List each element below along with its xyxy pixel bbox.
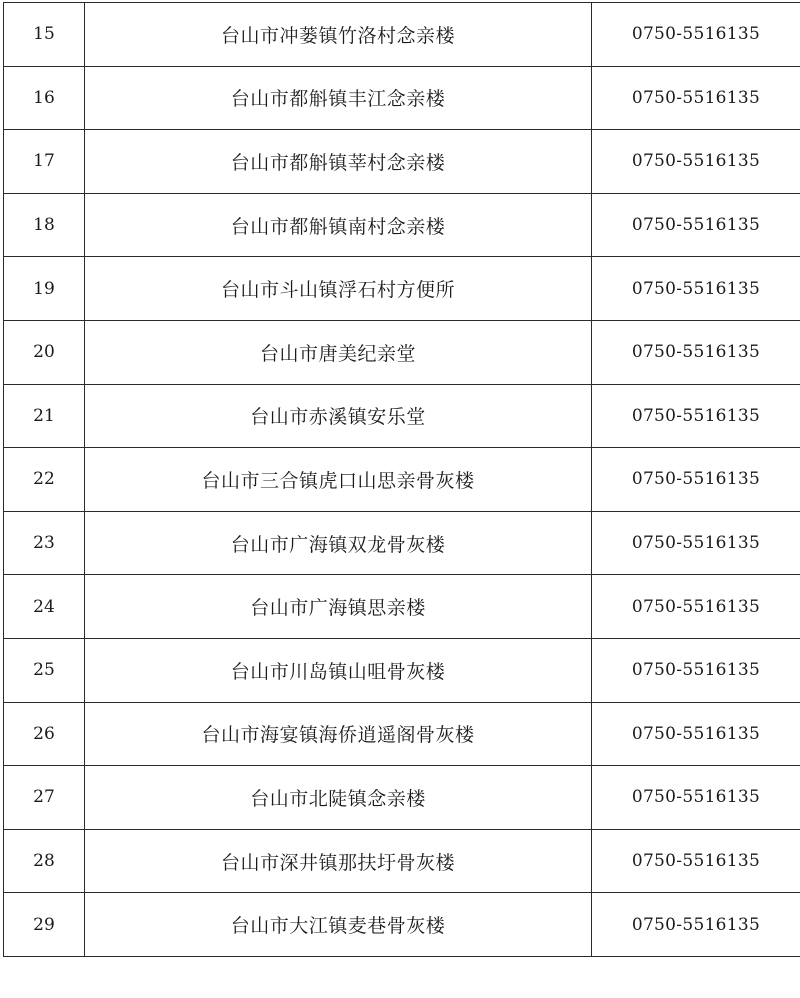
- facility-name-cell: 台山市川岛镇山咀骨灰楼: [85, 638, 592, 702]
- phone-number-cell: 0750-5516135: [592, 130, 800, 194]
- row-number-cell: 17: [4, 130, 85, 194]
- table-row: [4, 66, 800, 130]
- row-number-cell: 21: [4, 384, 85, 448]
- table-row: [4, 3, 800, 67]
- table-row: [4, 893, 800, 957]
- phone-number-cell: 0750-5516135: [592, 193, 800, 257]
- row-number-cell: 22: [4, 448, 85, 512]
- phone-number-cell: 0750-5516135: [592, 3, 800, 67]
- row-number-cell: 25: [4, 638, 85, 702]
- row-number-cell: 18: [4, 193, 85, 257]
- facility-name-cell: 台山市都斛镇莘村念亲楼: [85, 130, 592, 194]
- table-row: [4, 766, 800, 830]
- table-row: [4, 130, 800, 194]
- phone-number-cell: 0750-5516135: [592, 257, 800, 321]
- row-number-cell: 19: [4, 257, 85, 321]
- phone-number-cell: 0750-5516135: [592, 766, 800, 830]
- row-number-cell: 27: [4, 766, 85, 830]
- facility-name-cell: 台山市冲蒌镇竹洛村念亲楼: [85, 3, 592, 67]
- facility-name-cell: 台山市唐美纪亲堂: [85, 320, 592, 384]
- table-row: [4, 638, 800, 702]
- row-number-cell: 26: [4, 702, 85, 766]
- facility-name-cell: 台山市海宴镇海侨逍遥阁骨灰楼: [85, 702, 592, 766]
- table-row: [4, 193, 800, 257]
- phone-number-cell: 0750-5516135: [592, 448, 800, 512]
- facility-name-cell: 台山市深井镇那扶圩骨灰楼: [85, 829, 592, 893]
- phone-number-cell: 0750-5516135: [592, 638, 800, 702]
- row-number-cell: 15: [4, 3, 85, 67]
- row-number-cell: 28: [4, 829, 85, 893]
- table-row: [4, 257, 800, 321]
- facility-name-cell: 台山市斗山镇浮石村方便所: [85, 257, 592, 321]
- facility-name-cell: 台山市广海镇思亲楼: [85, 575, 592, 639]
- phone-number-cell: 0750-5516135: [592, 893, 800, 957]
- row-number-cell: 16: [4, 66, 85, 130]
- facility-name-cell: 台山市广海镇双龙骨灰楼: [85, 511, 592, 575]
- facility-name-cell: 台山市都斛镇丰江念亲楼: [85, 66, 592, 130]
- phone-number-cell: 0750-5516135: [592, 320, 800, 384]
- table-row: [4, 448, 800, 512]
- table-row: [4, 384, 800, 448]
- phone-number-cell: 0750-5516135: [592, 702, 800, 766]
- phone-number-cell: 0750-5516135: [592, 384, 800, 448]
- phone-number-cell: 0750-5516135: [592, 66, 800, 130]
- facility-name-cell: 台山市北陡镇念亲楼: [85, 766, 592, 830]
- row-number-cell: 23: [4, 511, 85, 575]
- facility-name-cell: 台山市大江镇麦巷骨灰楼: [85, 893, 592, 957]
- row-number-cell: 20: [4, 320, 85, 384]
- table-row: [4, 829, 800, 893]
- phone-number-cell: 0750-5516135: [592, 829, 800, 893]
- phone-number-cell: 0750-5516135: [592, 575, 800, 639]
- row-number-cell: 29: [4, 893, 85, 957]
- table-body: [4, 3, 800, 957]
- table-row: [4, 575, 800, 639]
- facility-name-cell: 台山市都斛镇南村念亲楼: [85, 193, 592, 257]
- facility-name-cell: 台山市三合镇虎口山思亲骨灰楼: [85, 448, 592, 512]
- columbarium-contact-table: [3, 2, 800, 957]
- table-row: [4, 702, 800, 766]
- row-number-cell: 24: [4, 575, 85, 639]
- table-row: [4, 511, 800, 575]
- phone-number-cell: 0750-5516135: [592, 511, 800, 575]
- facility-name-cell: 台山市赤溪镇安乐堂: [85, 384, 592, 448]
- table-row: [4, 320, 800, 384]
